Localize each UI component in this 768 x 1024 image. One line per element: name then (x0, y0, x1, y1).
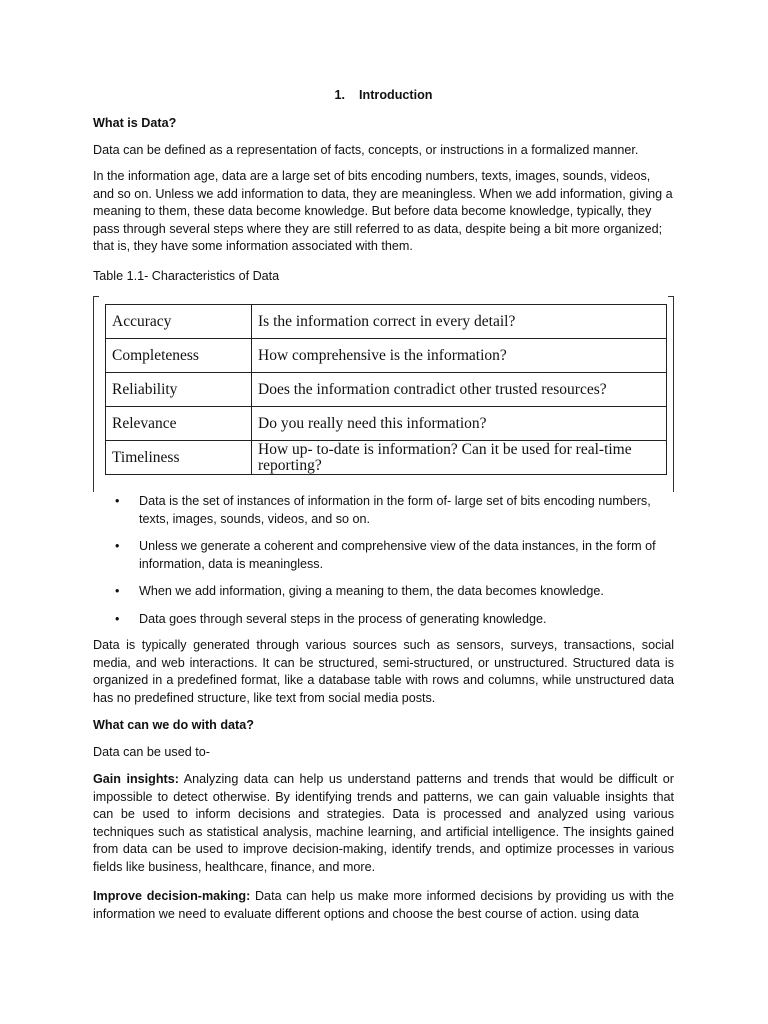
table-cell-term: Relevance (106, 407, 252, 441)
table-cell-term: Accuracy (106, 305, 252, 339)
bullet-text: Data is the set of instances of information in the form of- large set of bits encoding numbers, texts, images, sounds, videos, and so on. (139, 494, 651, 526)
decision-making-label: Improve decision-making: (93, 889, 251, 903)
table-cell-question: How comprehensive is the information? (252, 339, 667, 373)
frame-corner-left (93, 296, 99, 297)
bullet-list (93, 493, 674, 639)
table-cell-question: How up- to-date is information? Can it be used for real-time reporting? (252, 441, 667, 475)
data-sources-paragraph: Data is typically generated through various sources such as sensors, surveys, transactions, social media, and web interactions. It can be structured, semi-structured, or unstructured. Structured data is organized in a predefined format, like a database table with rows and columns, while unstructured data has no predefined structure, like text from social media posts. (93, 638, 674, 705)
bullet-icon: • (115, 611, 120, 626)
information-age-paragraph: In the information age, data are a large set of bits encoding numbers, texts, images, sounds, videos, and so on. Unless we add information to data, they are meaningless. When we add information, giving a meaning to them, these data become knowledge. But before data become knowledge, typically, they pass through several steps where they are still referred to as data, despite being a bit more organized; that is, they have some information associated with them. (93, 169, 673, 254)
bullet-icon: • (115, 494, 120, 508)
bullet-text: Unless we generate a coherent and comprehensive view of the data instances, in the form of information, data is meaningless. (139, 539, 656, 571)
section-heading-what-can-we-do: What can we do with data? (93, 718, 254, 732)
bullet-text: When we add information, giving a meaning to them, the data becomes knowledge. (139, 584, 604, 599)
gain-insights-text: Analyzing data can help us understand patterns and trends that would be difficult or impossible to detect otherwise. By identifying trends and patterns, we can gain valuable insights that can be used to inform decisions and strategies. Data is processed and analyzed using various techniques such as statistical analysis, machine learning, and artificial intelligence. The insights gained from data can be used to improve decision-making, identify trends, and optimize processes in various fields like business, healthcare, finance, and more. (93, 772, 674, 874)
table-cell-question: Do you really need this information? (252, 407, 667, 441)
gain-insights-label: Gain insights: (93, 772, 179, 786)
decision-making-paragraph (93, 888, 674, 923)
list-item (93, 583, 674, 601)
decision-making-text: Data can help us make more informed decisions by providing us with the information we need to evaluate different options and choose the best course of action. using data (93, 889, 674, 921)
chapter-number: 1. (334, 88, 346, 102)
chapter-title: Introduction (359, 88, 433, 102)
list-item (93, 493, 674, 528)
bullet-icon: • (115, 584, 120, 599)
gain-insights-paragraph (93, 771, 674, 877)
table-row (106, 373, 667, 407)
table-row (106, 339, 667, 373)
table-cell-term: Reliability (106, 373, 252, 407)
uses-intro-paragraph: Data can be used to- (93, 745, 210, 759)
bullet-icon: • (115, 539, 120, 554)
table-row (106, 407, 667, 441)
table-row (106, 305, 667, 339)
definition-paragraph: Data can be defined as a representation of facts, concepts, or instructions in a formalized manner. (93, 143, 639, 157)
frame-corner-right (668, 296, 674, 297)
list-item (93, 538, 674, 573)
list-item (93, 611, 674, 629)
table-cell-term: Timeliness (106, 441, 252, 475)
bullet-text: Data goes through several steps in the process of generating knowledge. (139, 611, 547, 626)
table-cell-term: Completeness (106, 339, 252, 373)
characteristics-table (105, 304, 667, 475)
section-heading-what-is-data: What is Data? (93, 116, 177, 130)
table-row (106, 441, 667, 475)
table-caption: Table 1.1- Characteristics of Data (93, 269, 280, 283)
chapter-heading (93, 87, 674, 105)
table-cell-question: Is the information correct in every detail? (252, 305, 667, 339)
table-cell-question: Does the information contradict other trusted resources? (252, 373, 667, 407)
